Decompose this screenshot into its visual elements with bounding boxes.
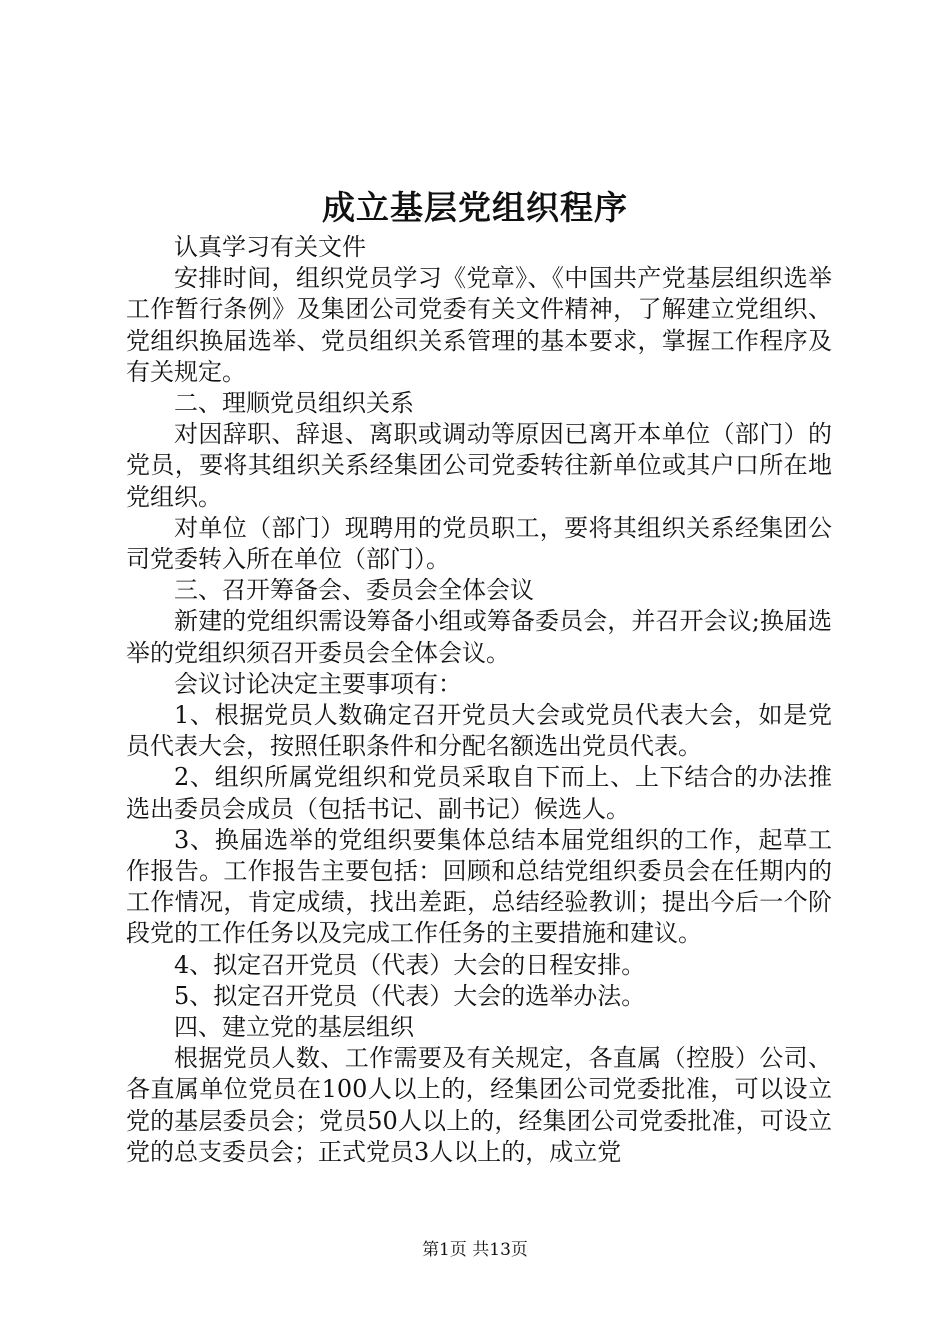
list-item-1: 1、根据党员人数确定召开党员大会或党员代表大会，如是党员代表大会，按照任职条件和分配名额选出党员代表。 [126, 701, 832, 761]
page-footer: 第1页 共13页 [422, 1240, 528, 1260]
section-heading-member-relations: 二、理顺党员组织关系 [174, 389, 414, 418]
list-item-4: 4、拟定召开党员（代表）大会的日程安排。 [174, 950, 646, 979]
paragraph-meeting-items-intro: 会议讨论决定主要事项有： [174, 669, 462, 698]
paragraph-new-organization: 新建的党组织需设筹备小组或筹备委员会，并召开会议;换届选举的党组织须召开委员会全体会议。 [126, 607, 832, 667]
list-item-3: 3、换届选举的党组织要集体总结本届党组织的工作，起草工作报告。工作报告主要包括：回顾和总结党组织委员会在任期内的工作情况，肯定成绩，找出差距，总结经验教训；提出今后一个阶段党的工作任务以及完成工作任务的主要措施和建议。 [126, 825, 832, 948]
section-heading-study: 认真学习有关文件 [174, 233, 366, 261]
document-title: 成立基层党组织程序 [322, 188, 628, 227]
document-body [126, 232, 832, 1168]
paragraph-current-members: 对单位（部门）现聘用的党员职工，要将其组织关系经集团公司党委转入所在单位（部门）。 [126, 513, 832, 574]
paragraph-study-arrangement: 安排时间，组织党员学习《党章》、《中国共产党基层组织选举工作暂行条例》及集团公司党委有关文件精神，了解建立党组织、党组织换届选举、党员组织关系管理的基本要求，掌握工作程序及有关规定。 [126, 264, 832, 386]
list-item-2: 2、组织所属党组织和党员采取自下而上、上下结合的办法推选出委员会成员（包括书记、副书记）候选人。 [126, 763, 832, 823]
paragraph-establish-rules: 根据党员人数、工作需要及有关规定，各直属（控股）公司、各直属单位党员在100人以上的，经集团公司党委批准，可以设立党的基层委员会；党员50人以上的，经集团公司党委批准，可设立党的总支委员会；正式党员3人以上的，成立党 [126, 1044, 832, 1166]
paragraph-departed-members: 对因辞职、辞退、离职或调动等原因已离开本单位（部门）的党员，要将其组织关系经集团公司党委转往新单位或其户口所在地党组织。 [126, 420, 832, 511]
section-heading-meetings: 三、召开筹备会、委员会全体会议 [174, 576, 534, 605]
list-item-5: 5、拟定召开党员（代表）大会的选举办法。 [174, 981, 646, 1010]
section-heading-establish: 四、建立党的基层组织 [174, 1013, 414, 1042]
